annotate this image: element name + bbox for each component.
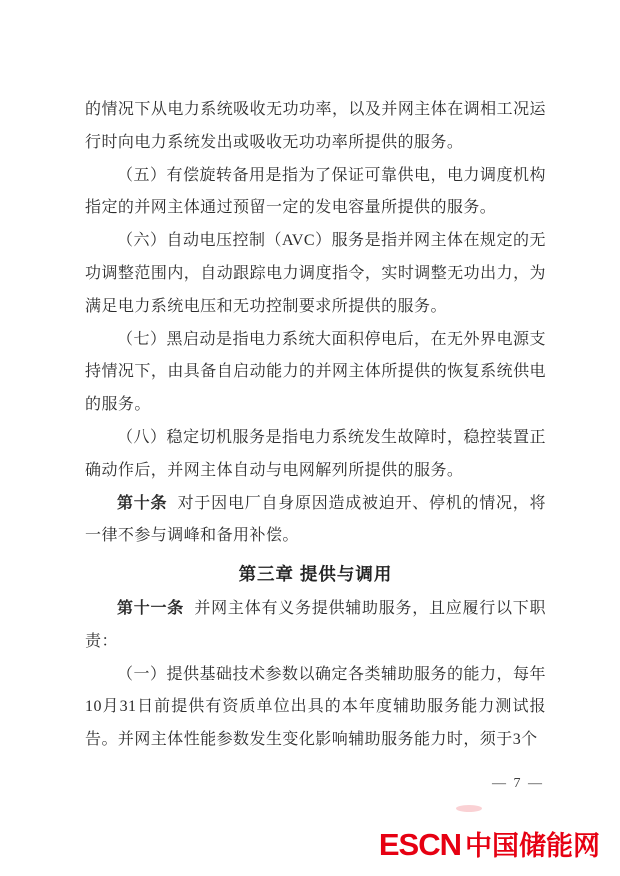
body-paragraph: （五）有偿旋转备用是指为了保证可靠供电，电力调度机构指定的并网主体通过预留一定的发电容量所提供的服务。: [85, 166, 546, 217]
body-paragraph: （一）提供基础技术参数以确定各类辅助服务的能力，每年10月31日前提供有资质单位出具的本年度辅助服务能力测试报告。并网主体性能参数发生变化影响辅助服务能力时，须于3个: [85, 665, 546, 749]
paragraph-text: 并网主体有义务提供辅助服务，且应履行以下职责：: [85, 599, 546, 650]
article-number-label: 第十条: [117, 494, 168, 512]
document-body: [85, 94, 546, 757]
body-paragraph: （六）自动电压控制（AVC）服务是指并网主体在规定的无功调整范围内，自动跟踪电力调度指令，实时调整无功出力，为满足电力系统电压和无功控制要求所提供的服务。: [85, 232, 546, 315]
body-paragraph: [85, 488, 546, 554]
escn-watermark-logo: [379, 829, 600, 860]
escn-logo-chinese-text: 中国储能网: [465, 831, 600, 861]
chapter-heading: 第三章 提供与调用: [238, 564, 393, 585]
article-number-label: 第十一条: [117, 599, 185, 617]
watermark-artifact: [456, 805, 482, 812]
body-paragraph: [85, 593, 546, 659]
body-paragraph: 的情况下从电力系统吸收无功功率，以及并网主体在调相工况运行时向电力系统发出或吸收无功功率所提供的服务。: [85, 101, 546, 151]
escn-logo-text: ESCN: [378, 827, 461, 862]
body-paragraph: （八）稳定切机服务是指电力系统发生故障时，稳控装置正确动作后，并网主体自动与电网解列所提供的服务。: [85, 428, 546, 479]
page-number: — 7 —: [492, 776, 544, 791]
paragraph-text: 对于因电厂自身原因造成被迫开、停机的情况，将一律不参与调峰和备用补偿。: [85, 494, 546, 545]
body-paragraph: （七）黑启动是指电力系统大面积停电后，在无外界电源支持情况下，由具备自启动能力的并网主体所提供的恢复系统供电的服务。: [85, 330, 546, 414]
